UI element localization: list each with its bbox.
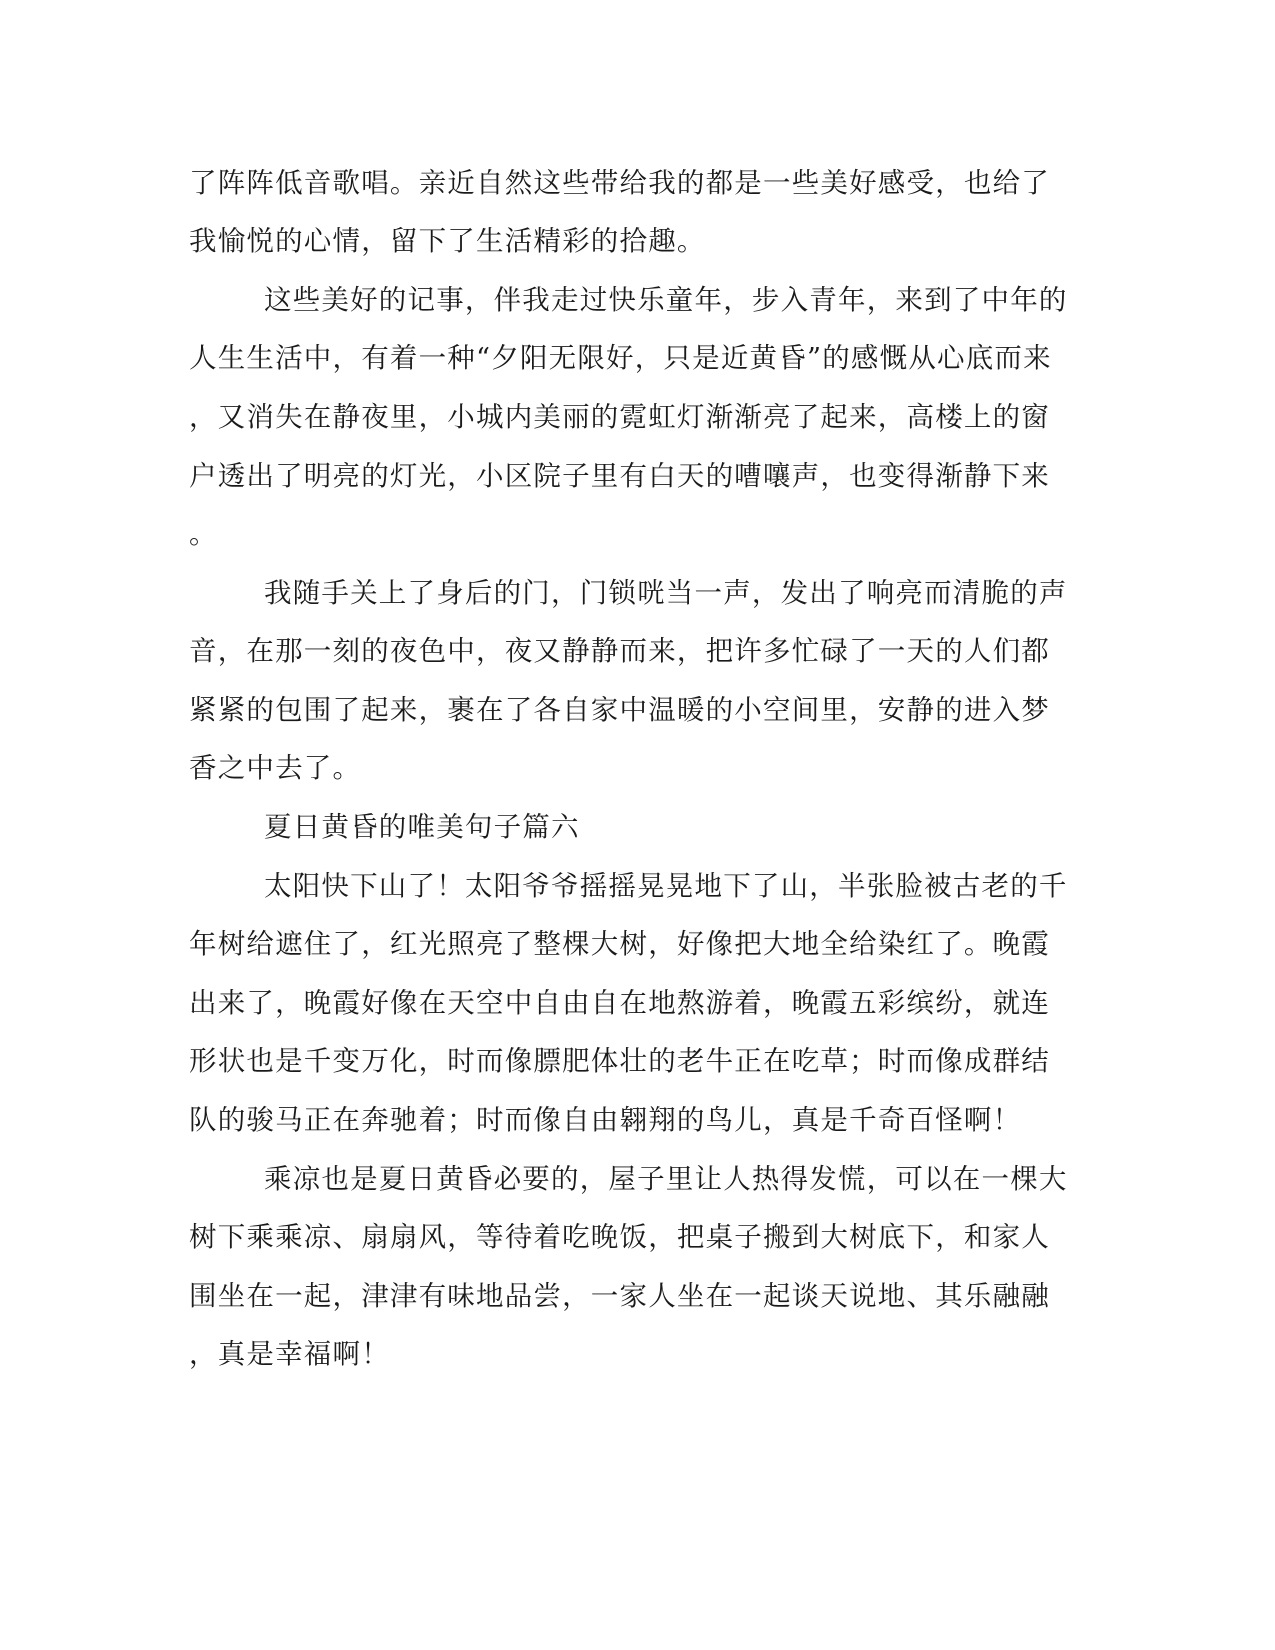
text-line: 树下乘乘凉、扇扇风，等待着吃晚饭，把桌子搬到大树底下，和家人 (189, 1221, 1050, 1253)
paragraph-first-line: 这些美好的记事，伴我走过快乐童年，步入青年，来到了中年的 (264, 284, 1068, 316)
text-line: 出来了，晚霞好像在天空中自由自在地熬游着，晚霞五彩缤纷，就连 (189, 987, 1050, 1019)
text-line: 队的骏马正在奔驰着；时而像自由翱翔的鸟儿，真是千奇百怪啊！ (189, 1104, 1022, 1136)
text-line: 我愉悦的心情，留下了生活精彩的拾趣。 (189, 225, 706, 257)
text-line: 围坐在一起，津津有味地品尝，一家人坐在一起谈天说地、其乐融融 (189, 1280, 1050, 1312)
section-heading: 夏日黄昏的唯美句子篇六 (264, 811, 580, 843)
text-line: 户透出了明亮的灯光，小区院子里有白天的嘈嚷声，也变得渐静下来 (189, 460, 1050, 492)
paragraph-first-line: 太阳快下山了！太阳爷爷摇摇晃晃地下了山，半张脸被古老的千 (264, 870, 1068, 902)
text-line: 紧紧的包围了起来，裹在了各自家中温暖的小空间里，安静的进入梦 (189, 694, 1050, 726)
text-line: ，真是幸福啊！ (189, 1338, 390, 1370)
text-line: 形状也是千变万化，时而像膘肥体壮的老牛正在吃草；时而像成群结 (189, 1045, 1050, 1077)
text-line: ，又消失在静夜里，小城内美丽的霓虹灯渐渐亮了起来，高楼上的窗 (189, 401, 1050, 433)
text-line: 年树给遮住了，红光照亮了整棵大树，好像把大地全给染红了。晚霞 (189, 928, 1050, 960)
text-line: 了阵阵低音歌唱。亲近自然这些带给我的都是一些美好感受，也给了 (189, 167, 1050, 199)
text-line: 音，在那一刻的夜色中，夜又静静而来，把许多忙碌了一天的人们都 (189, 635, 1050, 667)
text-line: 香之中去了。 (189, 752, 362, 784)
text-line: 人生生活中，有着一种“夕阳无限好，只是近黄昏”的感慨从心底而来 (189, 342, 1052, 374)
paragraph-first-line: 乘凉也是夏日黄昏必要的，屋子里让人热得发慌，可以在一棵大 (264, 1163, 1068, 1195)
text-line: 。 (189, 518, 218, 550)
paragraph-first-line: 我随手关上了身后的门，门锁咣当一声，发出了响亮而清脆的声 (264, 577, 1068, 609)
